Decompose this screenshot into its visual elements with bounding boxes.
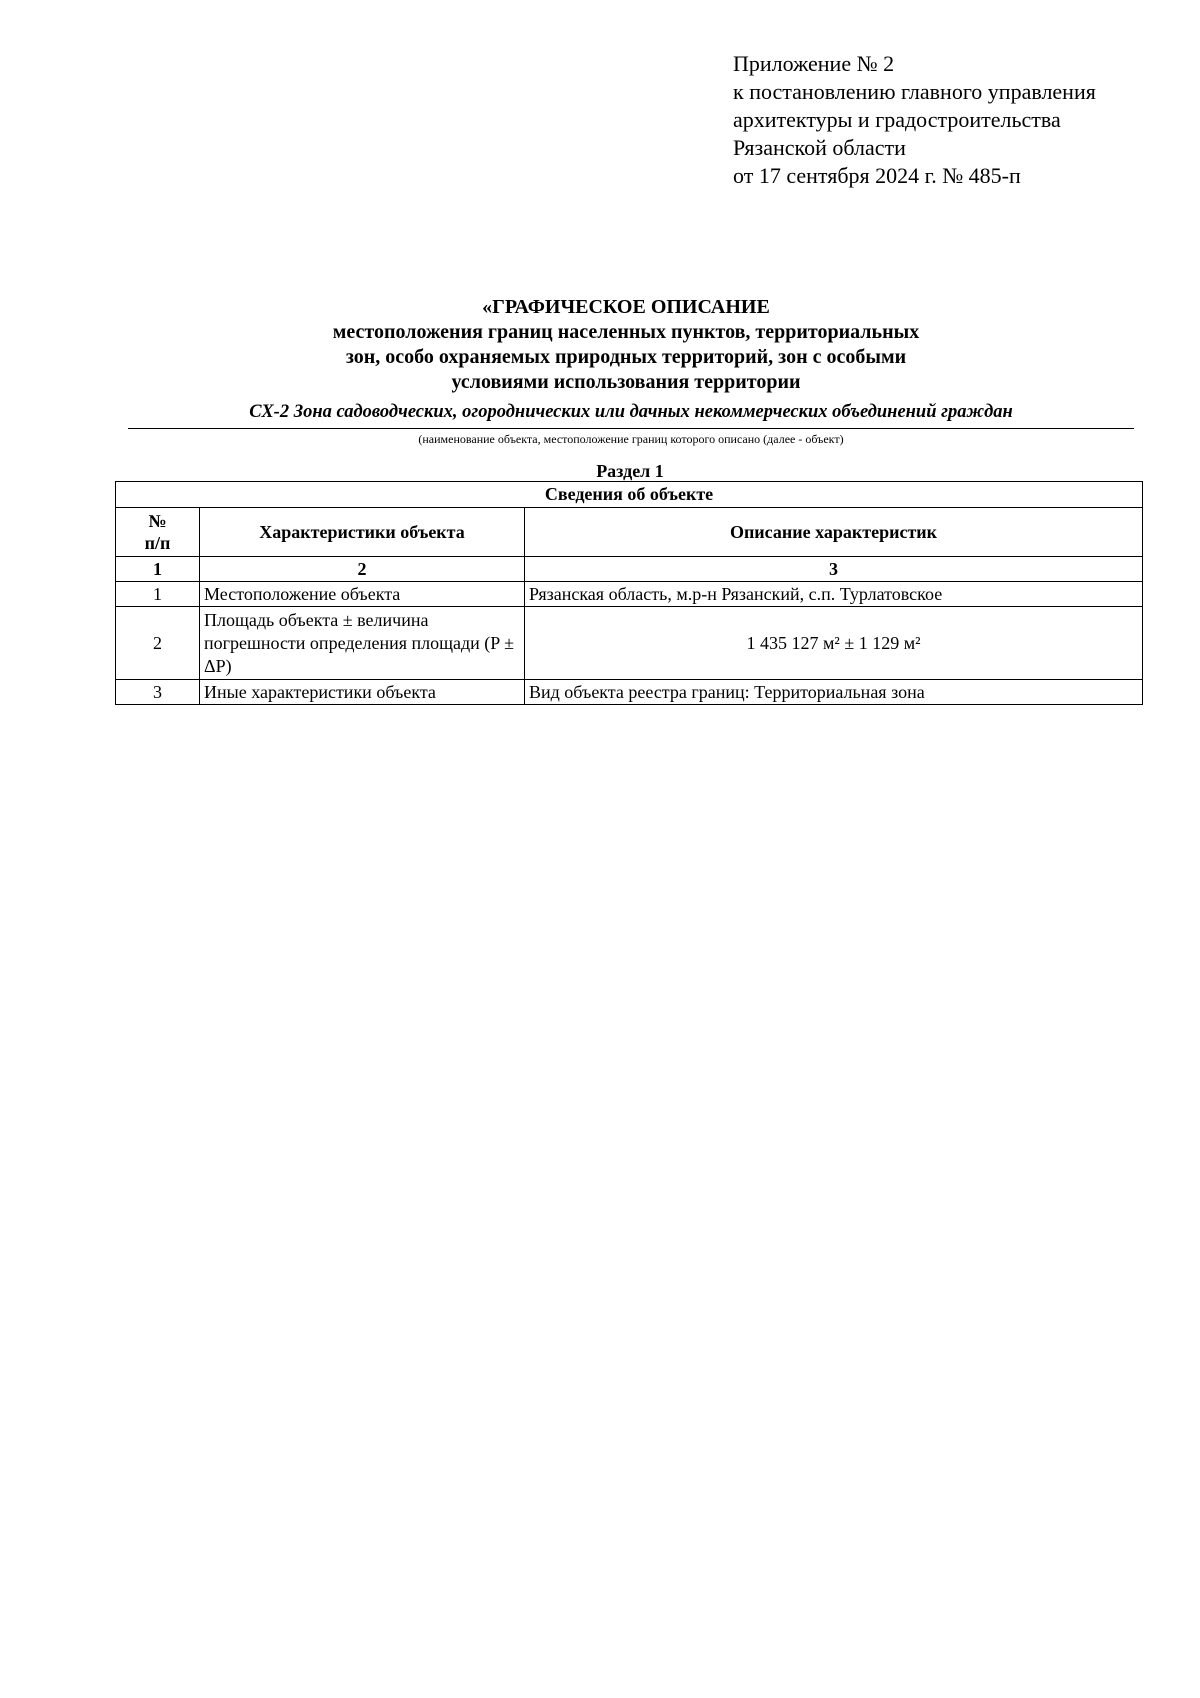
table-caption-row	[116, 482, 1143, 508]
row-characteristic: Иные характеристики объекта	[200, 680, 525, 705]
row-description: 1 435 127 м² ± 1 129 м²	[525, 607, 1143, 680]
row-characteristic: Местоположение объекта	[200, 582, 525, 607]
appendix-line: архитектуры и градостроительства	[733, 107, 1061, 132]
row-description: Вид объекта реестра границ: Территориальная зона	[525, 680, 1143, 705]
row-number: 3	[116, 680, 200, 705]
title-line: условиями использования территории	[451, 371, 801, 393]
appendix-line: к постановлению главного управления	[733, 79, 1096, 104]
column-number: 3	[525, 557, 1143, 582]
row-description: Рязанская область, м.р-н Рязанский, с.п. Турлатовское	[525, 582, 1143, 607]
row-characteristic: Площадь объекта ± величина погрешности определения площади (P ± ΔP)	[200, 607, 525, 680]
table-row	[116, 582, 1143, 607]
column-number-row	[116, 557, 1143, 582]
row-number: 2	[116, 607, 200, 680]
appendix-line: Приложение № 2	[733, 51, 895, 76]
column-header-number	[116, 508, 200, 557]
title-line: местоположения границ населенных пунктов, территориальных	[332, 321, 920, 343]
section-title: Раздел 1	[596, 461, 664, 481]
document-title	[118, 295, 1134, 395]
title-line: зон, особо охраняемых природных территорий, зон с особыми	[345, 346, 907, 368]
table-row	[116, 607, 1143, 680]
column-header-description: Описание характеристик	[525, 508, 1143, 557]
object-underline	[128, 428, 1134, 429]
appendix-line: от 17 сентября 2024 г. № 485-п	[733, 163, 1021, 188]
appendix-header	[733, 50, 1096, 190]
column-number: 2	[200, 557, 525, 582]
object-caption: (наименование объекта, местоположение границ которого описано (далее - объект)	[418, 432, 844, 446]
column-header-number-symbol: №	[148, 511, 167, 531]
title-line: «ГРАФИЧЕСКОЕ ОПИСАНИЕ	[482, 296, 770, 318]
object-info-table	[115, 481, 1143, 705]
column-number: 1	[116, 557, 200, 582]
row-number: 1	[116, 582, 200, 607]
column-header-number-abbr: п/п	[144, 533, 171, 553]
appendix-line: Рязанской области	[733, 135, 906, 160]
table-caption: Сведения об объекте	[116, 482, 1143, 508]
table-row	[116, 680, 1143, 705]
object-name: СХ-2 Зона садоводческих, огороднических или дачных некоммерческих объединений граждан	[249, 402, 1013, 422]
table-header-row	[116, 508, 1143, 557]
column-header-characteristic: Характеристики объекта	[200, 508, 525, 557]
